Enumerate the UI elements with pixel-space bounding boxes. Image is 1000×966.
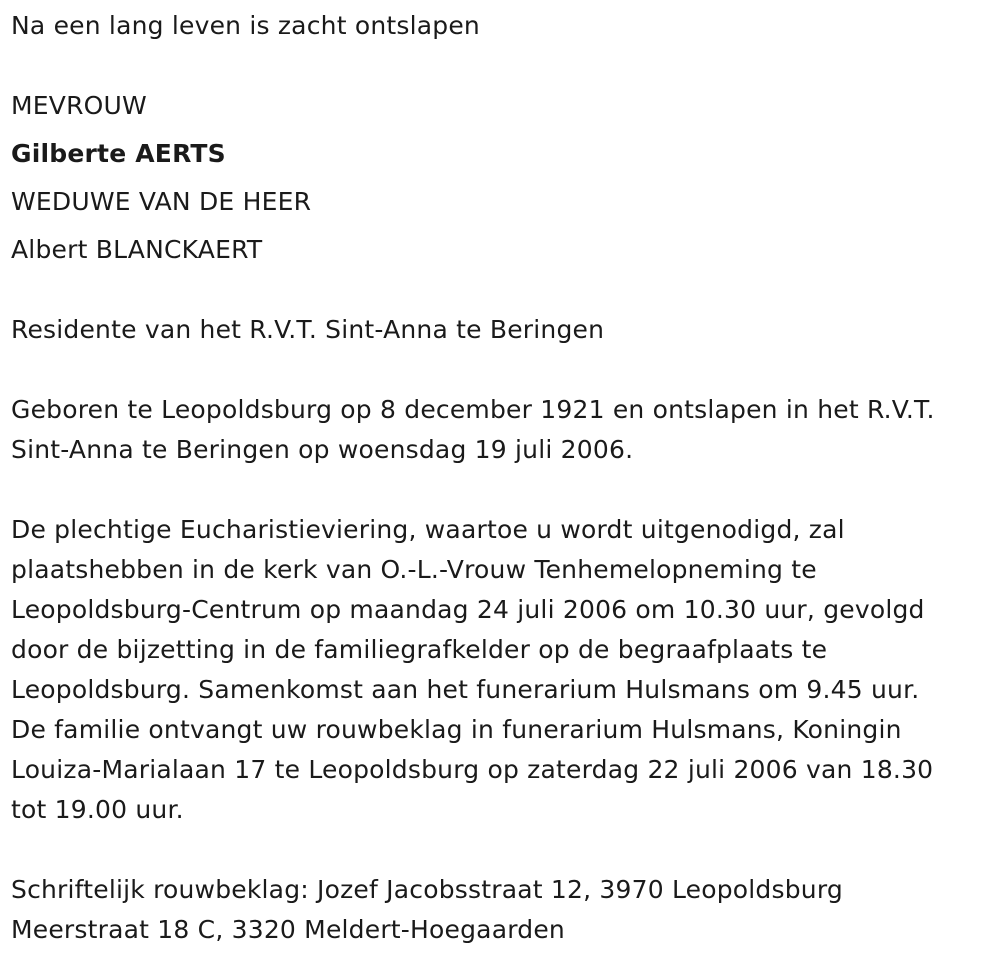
intro-text: Na een lang leven is zacht ontslapen xyxy=(11,11,480,40)
widow-of-label: WEDUWE VAN DE HEER xyxy=(11,187,312,216)
birth-death-line: Sint-Anna te Beringen op woensdag 19 juli 2006. xyxy=(11,435,634,464)
salutation: MEVROUW xyxy=(11,91,147,120)
ceremony-line: plaatshebben in de kerk van O.-L.-Vrouw Tenhemelopneming te xyxy=(11,555,817,584)
ceremony-line: tot 19.00 uur. xyxy=(11,795,184,824)
spouse-name: Albert BLANCKAERT xyxy=(11,235,263,264)
ceremony-line: door de bijzetting in de familiegrafkelder op de begraafplaats te xyxy=(11,635,828,664)
residence-text: Residente van het R.V.T. Sint-Anna te Beringen xyxy=(11,315,605,344)
ceremony-line: Louiza-Marialaan 17 te Leopoldsburg op zaterdag 22 juli 2006 van 18.30 xyxy=(11,755,934,784)
condolence-address: Schriftelijk rouwbeklag: Jozef Jacobsstraat 12, 3970 Leopoldsburg xyxy=(11,875,843,904)
deceased-name: Gilberte AERTS xyxy=(11,139,226,168)
condolence-address: Meerstraat 18 C, 3320 Meldert-Hoegaarden xyxy=(11,915,565,944)
ceremony-line: Leopoldsburg-Centrum op maandag 24 juli 2006 om 10.30 uur, gevolgd xyxy=(11,595,925,624)
ceremony-line: Leopoldsburg. Samenkomst aan het funerarium Hulsmans om 9.45 uur. xyxy=(11,675,920,704)
ceremony-line: De plechtige Eucharistieviering, waartoe u wordt uitgenodigd, zal xyxy=(11,515,845,544)
birth-death-line: Geboren te Leopoldsburg op 8 december 1921 en ontslapen in het R.V.T. xyxy=(11,395,935,424)
ceremony-line: De familie ontvangt uw rouwbeklag in funerarium Hulsmans, Koningin xyxy=(11,715,902,744)
